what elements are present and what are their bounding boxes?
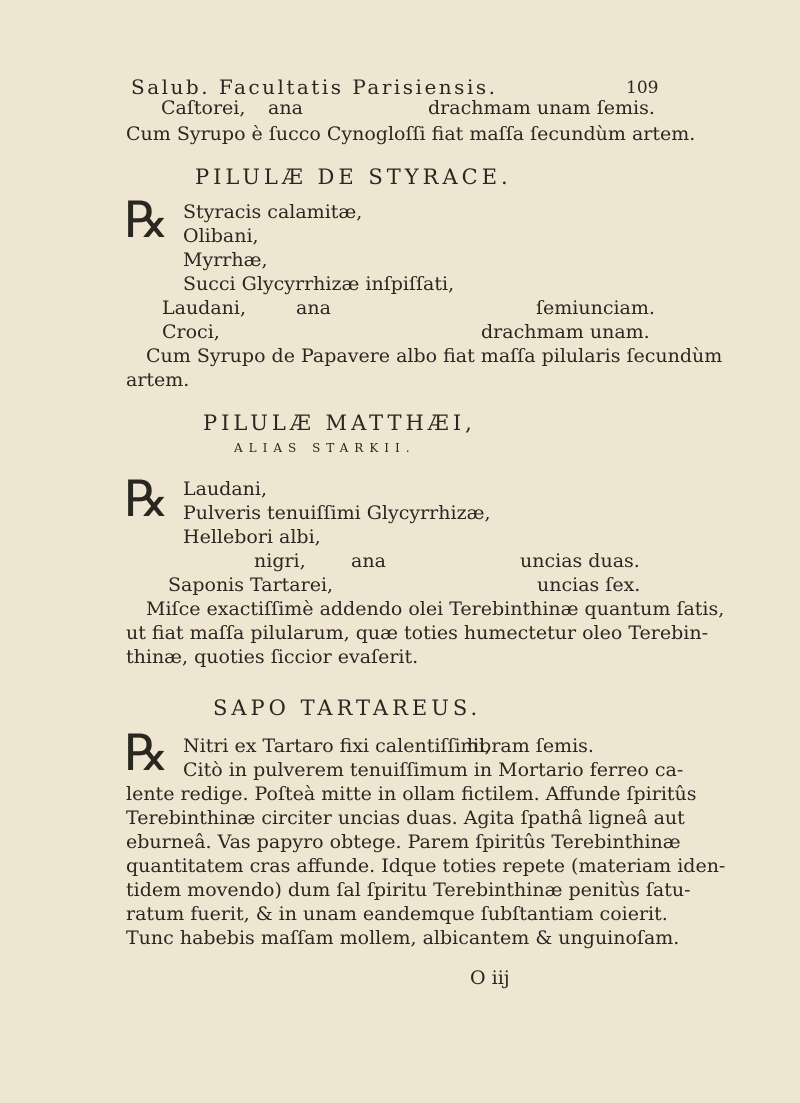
- body-line: ratum fuerit, & in unam eandemque ſubſtantiam coierit.: [126, 903, 668, 925]
- ana-word: ana: [296, 297, 331, 319]
- ingredient: Succi Glycyrrhizæ inſpiſſati,: [183, 273, 455, 295]
- body-line: quantitatem cras affunde. Idque toties repete (materiam iden-: [126, 855, 726, 877]
- section-subtitle: ALIAS STARKII.: [234, 441, 416, 455]
- ingredient: Styracis calamitæ,: [183, 201, 363, 223]
- ingredient: Croci,: [162, 321, 220, 343]
- instruction-line: Miſce exactiſſimè addendo olei Terebinthinæ quantum ſatis,: [146, 598, 725, 620]
- dose: drachmam unam.: [481, 321, 650, 343]
- recipe-symbol: ℞: [124, 725, 169, 781]
- prev-recipe-dose: drachmam unam ſemis.: [428, 97, 655, 119]
- section-title-styrace: PILULÆ DE STYRACE.: [195, 165, 512, 189]
- instruction-line: ut fiat maſſa pilularum, quæ toties humectetur oleo Terebin-: [126, 622, 709, 644]
- instruction-line: thinæ, quoties ſiccior evaſerit.: [126, 646, 419, 668]
- signature-mark: O iij: [470, 967, 510, 989]
- section-title-sapo: SAPO TARTAREUS.: [213, 696, 482, 720]
- recipe-symbol: ℞: [124, 192, 169, 248]
- ingredient: Laudani,: [162, 297, 247, 319]
- instruction-line: Cum Syrupo de Papavere albo fiat maſſa pilularis ſecundùm: [146, 345, 723, 367]
- body-line: eburneâ. Vas papyro obtege. Parem ſpiritûs Terebinthinæ: [126, 831, 681, 853]
- ingredient: Olibani,: [183, 225, 259, 247]
- body-line: tidem movendo) dum ſal ſpiritu Terebinthinæ penitùs ſatu-: [126, 879, 691, 901]
- running-title: Salub. Facultatis Parisiensis.: [131, 75, 498, 99]
- ingredient: Pulveris tenuiſſimi Glycyrrhizæ,: [183, 502, 491, 524]
- body-line: Citò in pulverem tenuiſſimum in Mortario ferreo ca-: [183, 759, 684, 781]
- dose: uncias ſex.: [537, 574, 641, 596]
- ingredient: Saponis Tartarei,: [168, 574, 334, 596]
- dose: uncias duas.: [520, 550, 640, 572]
- prev-recipe-item: Caſtorei,: [161, 97, 246, 119]
- recipe-symbol: ℞: [124, 471, 169, 527]
- dose: ſemiunciam.: [536, 297, 655, 319]
- ingredient: nigri,: [254, 550, 306, 572]
- dose: libram ſemis.: [467, 735, 594, 757]
- body-line: lente redige. Poſteà mitte in ollam fictilem. Affunde ſpiritûs: [126, 783, 697, 805]
- body-line: Tunc habebis maſſam mollem, albicantem & unguinoſam.: [126, 927, 680, 949]
- prev-recipe-ana: ana: [268, 97, 303, 119]
- section-title-matthaei: PILULÆ MATTHÆI,: [203, 411, 476, 435]
- body-line: Terebinthinæ circiter uncias duas. Agita ſpathâ ligneâ aut: [126, 807, 685, 829]
- ingredient: Nitri ex Tartaro fixi calentiſſimi,: [183, 735, 491, 757]
- ingredient: Hellebori albi,: [183, 526, 321, 548]
- ingredient: Laudani,: [183, 478, 268, 500]
- page-number: 109: [626, 78, 659, 98]
- ana-word: ana: [351, 550, 386, 572]
- instruction-line: artem.: [126, 369, 190, 391]
- prev-recipe-instruction: Cum Syrupo è ſucco Cynogloſſi fiat maſſa ſecundùm artem.: [126, 123, 696, 145]
- ingredient: Myrrhæ,: [183, 249, 268, 271]
